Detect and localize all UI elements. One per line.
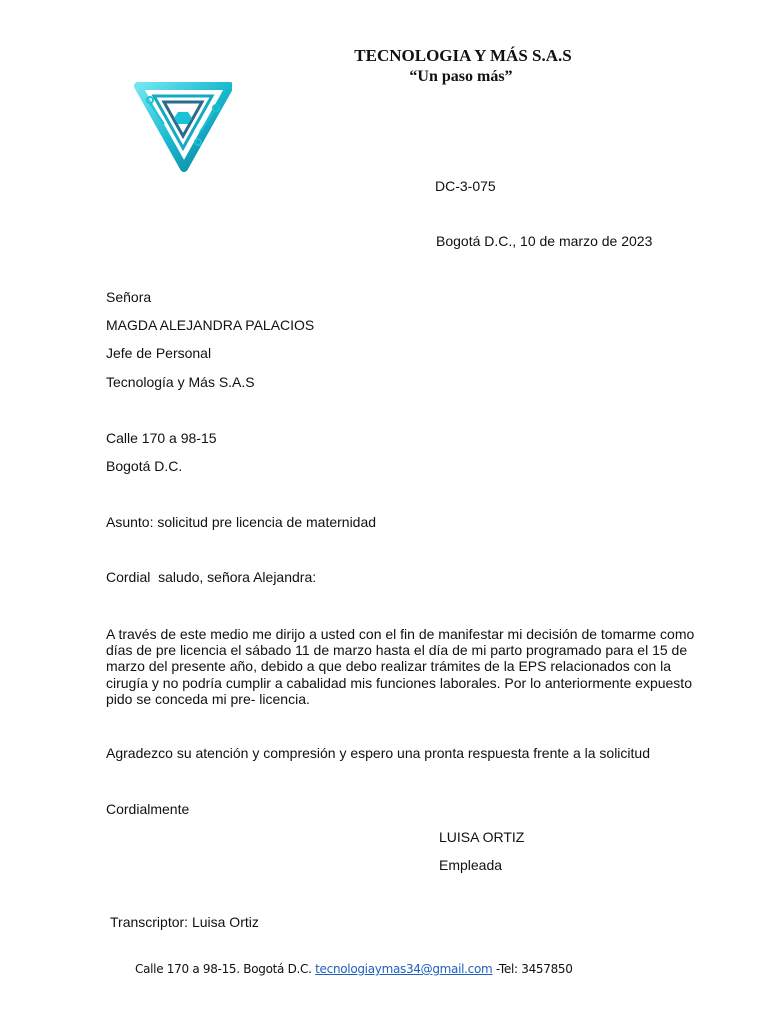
footer-phone: -Tel: 3457850 xyxy=(492,962,573,976)
document-reference: DC-3-075 xyxy=(435,178,496,194)
page-footer xyxy=(135,962,573,976)
company-slogan: “Un paso más” xyxy=(409,68,513,85)
letter-greeting: Cordial saludo, señora Alejandra: xyxy=(106,569,317,585)
letter-closing: Cordialmente xyxy=(106,801,190,817)
letter-body: A través de este medio me dirijo a usted con el fin de manifestar mi decisión de tomarme como días de pre licencia el sábado 11 de marzo hasta el día de mi parto programado para el 15 de marzo del presente año, debido a que debo realizar trámites de la EPS relacionados con la cirugía y no podría cumplir a cabalidad mis funciones laborales. Por lo anteriormente expuesto pido se conceda mi pre- licencia. xyxy=(106,626,695,707)
recipient-salutation-title: Señora xyxy=(106,289,152,305)
place-date: Bogotá D.C., 10 de marzo de 2023 xyxy=(436,233,653,249)
footer-address: Calle 170 a 98-15. Bogotá D.C. xyxy=(135,962,316,976)
letter-thanks: Agradezco su atención y compresión y espero una pronta respuesta frente a la solicitud xyxy=(106,745,650,761)
recipient-address: Calle 170 a 98-15 xyxy=(106,430,217,446)
recipient-position: Jefe de Personal xyxy=(106,345,212,361)
recipient-name: MAGDA ALEJANDRA PALACIOS xyxy=(106,317,315,333)
signer-name: LUISA ORTIZ xyxy=(439,829,525,845)
transcriber-note: Transcriptor: Luisa Ortiz xyxy=(110,914,259,930)
recipient-company: Tecnología y Más S.A.S xyxy=(106,374,255,390)
signer-role: Empleada xyxy=(439,857,503,873)
company-name: TECNOLOGIA Y MÁS S.A.S xyxy=(354,46,572,65)
footer-email-link[interactable]: tecnologiaymas34@gmail.com xyxy=(315,962,493,976)
circuit-triangle-logo-icon xyxy=(134,72,232,172)
recipient-city: Bogotá D.C. xyxy=(106,458,183,474)
letter-subject: Asunto: solicitud pre licencia de maternidad xyxy=(106,514,377,530)
